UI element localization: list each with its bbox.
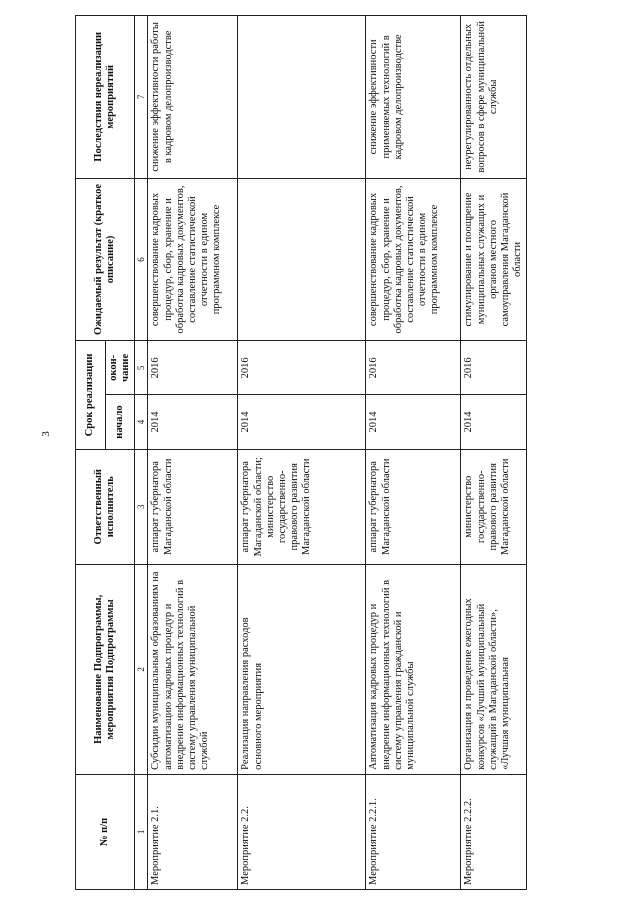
row-num: Мероприятие 2.2. [238,774,366,889]
row-num: Мероприятие 2.2.2. [461,774,526,889]
row-executor: аппарат губернатора Магаданской области [148,449,238,564]
header-executor: Ответственный исполнитель [76,449,135,564]
row-consequence: снижение эффективности применяемых технологий в кадровом делопроизводстве [366,16,461,179]
column-number: 7 [135,16,148,179]
column-number: 1 [135,774,148,889]
row-executor: аппарат губернатора Магаданской области; министерство государственно-правового развития Магаданской области [238,449,366,564]
column-number: 2 [135,564,148,774]
row-start: 2014 [366,395,461,449]
header-start: начало [106,395,135,449]
row-name: Реализация направления расходов основного мероприятия [238,564,366,774]
row-result: совершенствование кадровых процедур, сбор, хранение и обработка кадровых документов, составление статистической отчетности в едином программном комплексе [148,178,238,341]
header-result: Ожидаемый результат (краткое описание) [76,178,135,341]
column-number: 5 [135,341,148,395]
row-executor: аппарат губернатора Магаданской области [366,449,461,564]
column-number: 3 [135,449,148,564]
row-start: 2014 [461,395,526,449]
header-num: № п/п [76,774,135,889]
row-num: Мероприятие 2.1. [148,774,238,889]
row-result: стимулирование и поощрение муниципальных служащих и органов местного самоуправления Магаданской области [461,178,526,341]
row-end: 2016 [461,341,526,395]
program-table [75,15,527,890]
row-start: 2014 [148,395,238,449]
row-consequence [238,16,366,179]
row-end: 2016 [148,341,238,395]
header-period: Срок реализации [76,341,106,449]
row-result: совершенствование кадровых процедур, сбор, хранение и обработка кадровых документов, составление статистической отчетности в едином программном комплексе [366,178,461,341]
row-start: 2014 [238,395,366,449]
row-consequence: снижение эффективности работы в кадровом делопроизводстве [148,16,238,179]
header-name: Наименование Подпрограммы, мероприятия Подпрограммы [76,564,135,774]
row-executor: министерство государственно-правового развития Магаданской области [461,449,526,564]
page-number: 3 [39,431,52,437]
row-name: Субсидии муниципальным образованиям на автоматизацию кадровых процедур и внедрение информационных технологий в систему управления муниципальной службой [148,564,238,774]
row-result [238,178,366,341]
row-name: Организация и проведение ежегодных конкурсов «Лучший муниципальный служащий в Магаданской области», «Лучшая муниципальная [461,564,526,774]
row-end: 2016 [238,341,366,395]
column-number: 4 [135,395,148,449]
table-row [238,16,366,890]
row-consequence: неурегулированность отдельных вопросов в сфере муниципальной службы [461,16,526,179]
row-num: Мероприятие 2.2.1. [366,774,461,889]
table-row [461,16,526,890]
row-name: Автоматизация кадровых процедур и внедрение информационных технологий в систему управления гражданской и муниципальной службы [366,564,461,774]
header-end: окон-чание [106,341,135,395]
header-consequence: Последствия нереализации мероприятий [76,16,135,179]
row-end: 2016 [366,341,461,395]
table-row [148,16,238,890]
column-number: 6 [135,178,148,341]
rotated-table-wrapper [75,15,523,890]
table-row [366,16,461,890]
